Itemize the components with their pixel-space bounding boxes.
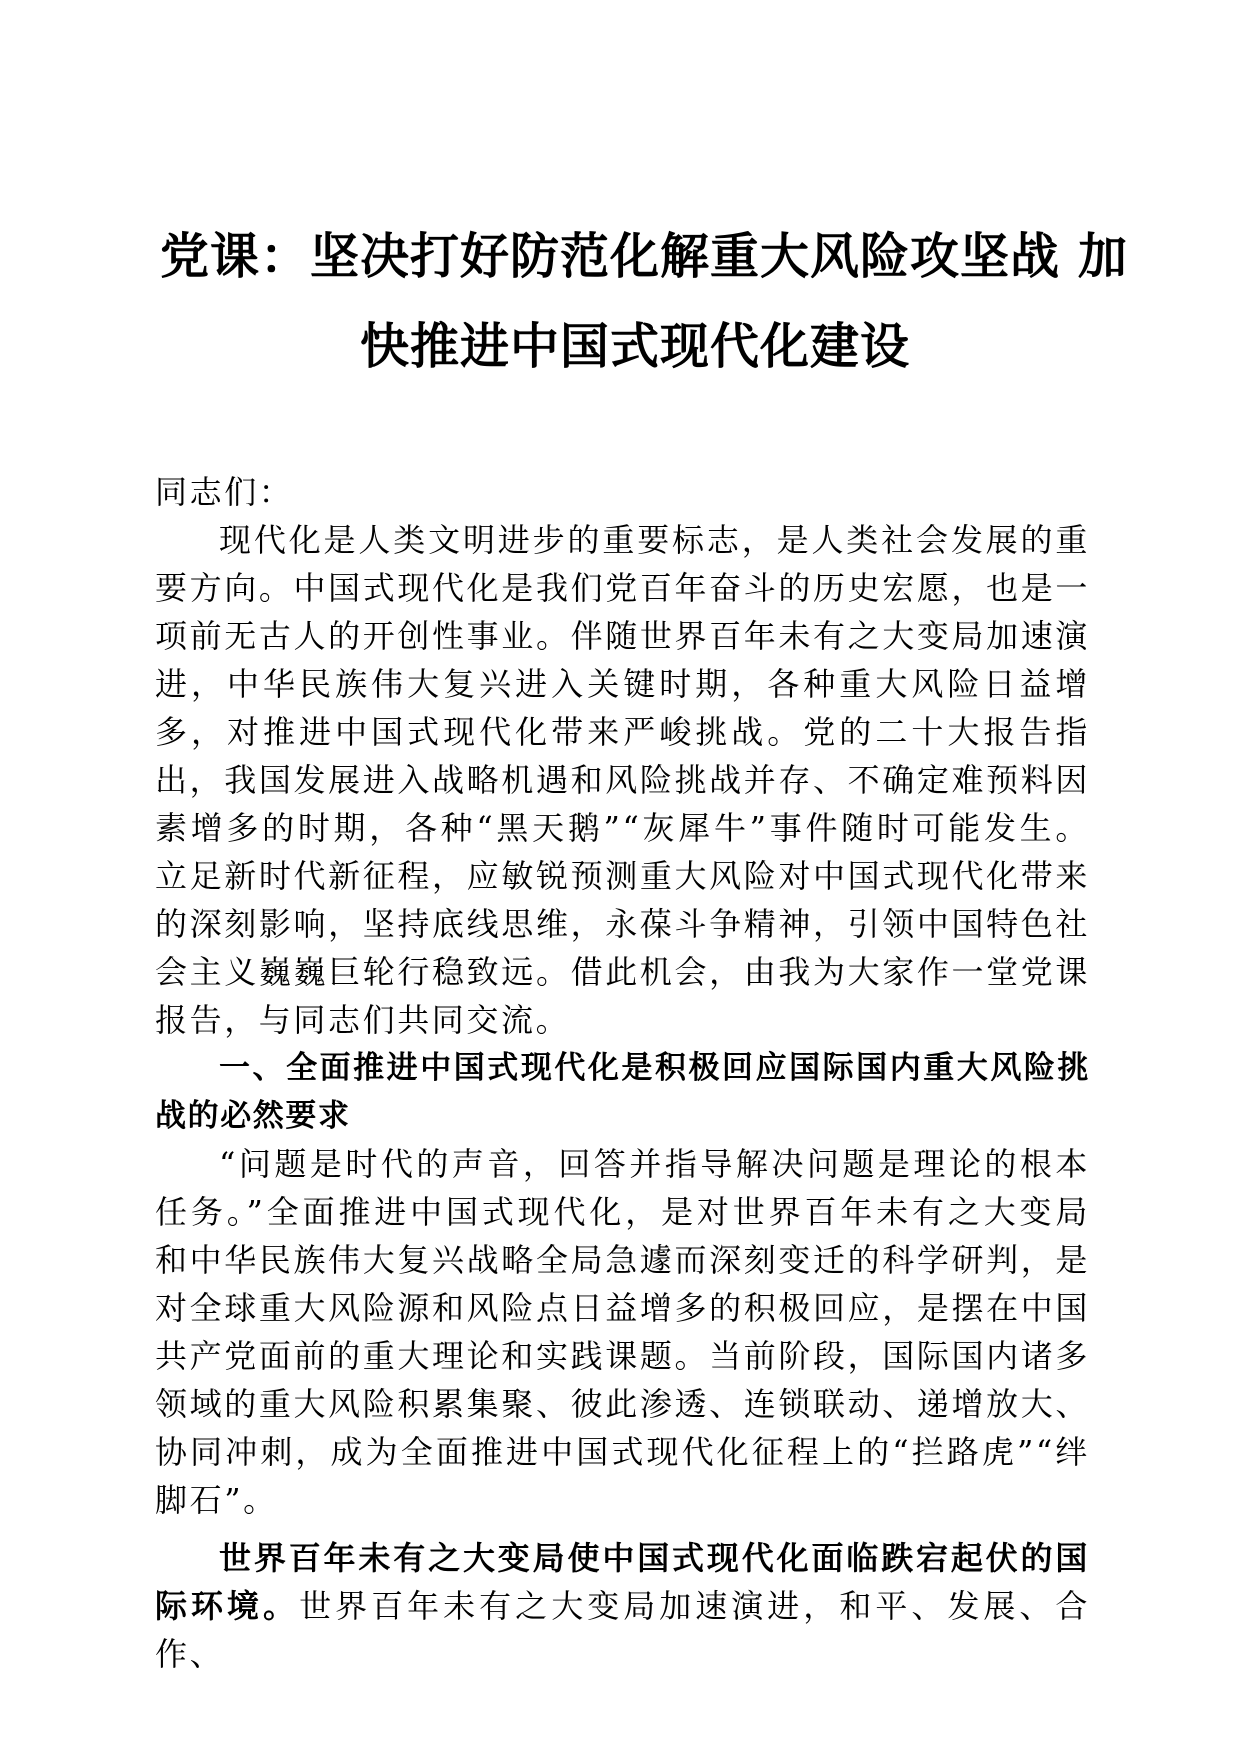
paragraph-continuation: 世界百年未有之大变局加速演进，和平、发展、合作、 bbox=[155, 1587, 1091, 1673]
paragraph-intro: 现代化是人类文明进步的重要标志，是人类社会发展的重要方向。中国式现代化是我们党百年奋斗的历史宏愿，也是一项前无古人的开创性事业。伴随世界百年未有之大变局加速演进，中华民族伟大复兴进入关键时期，各种重大风险日益增多，对推进中国式现代化带来严峻挑战。党的二十大报告指出，我国发展进入战略机遇和风险挑战并存、不确定难预料因素增多的时期，各种“黑天鹅”“灰犀牛”事件随时可能发生。立足新时代新征程，应敏锐预测重大风险对中国式现代化带来的深刻影响，坚持底线思维，永葆斗争精神，引领中国特色社会主义巍巍巨轮行稳致远。借此机会，由我为大家作一堂党课报告，与同志们共同交流。 bbox=[155, 521, 1090, 1039]
paragraph-international-environment bbox=[155, 1534, 1090, 1678]
document-title-line-2: 快推进中国式现代化建设 bbox=[360, 318, 911, 375]
document-title-line-1: 党课：坚决打好防范化解重大风险攻坚战 加 bbox=[160, 228, 1129, 285]
document-body bbox=[155, 468, 1090, 1678]
paragraph-section-1: “问题是时代的声音，回答并指导解决问题是理论的根本任务。”全面推进中国式现代化，是对世界百年未有之大变局和中华民族伟大复兴战略全局急遽而深刻变迁的科学研判，是对全球重大风险源和风险点日益增多的积极回应，是摆在中国共产党面前的重大理论和实践课题。当前阶段，国际国内诸多领域的重大风险积累集聚、彼此渗透、连锁联动、递增放大、协同冲刺，成为全面推进中国式现代化征程上的“拦路虎”“绊脚石”。 bbox=[155, 1145, 1090, 1519]
section-heading-1: 一、全面推进中国式现代化是积极回应国际国内重大风险挑战的必然要求 bbox=[155, 1050, 1090, 1134]
paragraph-lead-sentence: 世界百年未有之大变局使中国式现代化面临跌宕起伏的国际环境。 bbox=[155, 1539, 1090, 1625]
salutation: 同志们： bbox=[155, 473, 294, 511]
